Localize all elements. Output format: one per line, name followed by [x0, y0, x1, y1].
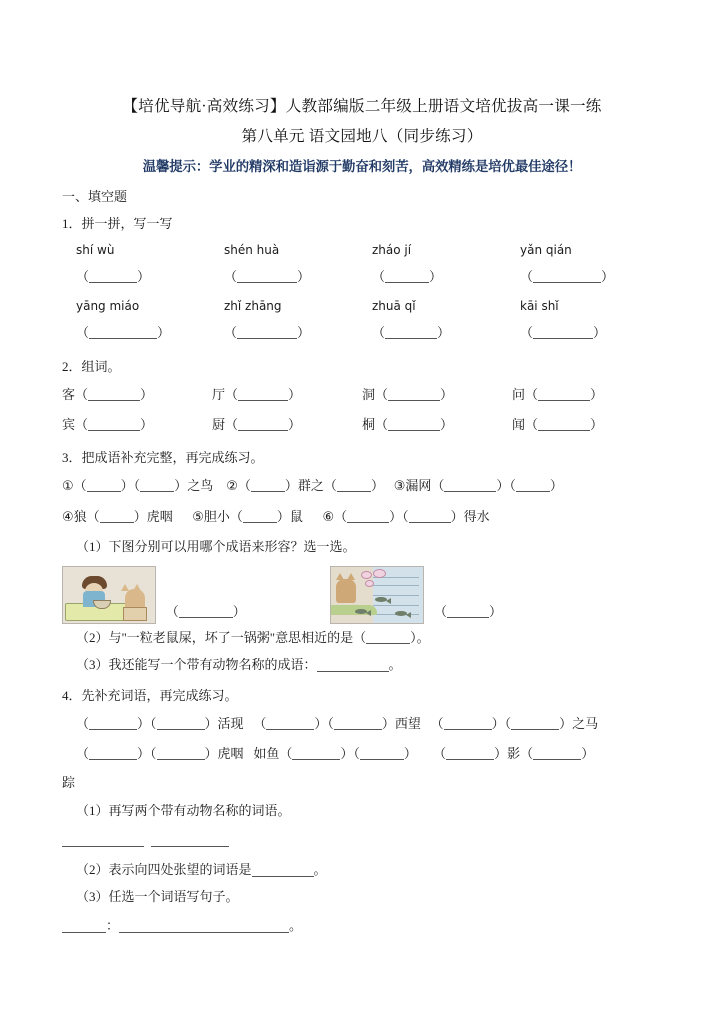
word-tail: 西望: [394, 716, 421, 731]
word-tail: 活现: [217, 716, 244, 731]
idiom-item[interactable]: ④狼（ ）虎咽: [62, 509, 173, 524]
question-4-label: 4．先补充词语，再完成练习。: [62, 688, 238, 703]
word-tail: 之马: [572, 716, 599, 731]
illustration-1-answer[interactable]: （ ）: [159, 604, 246, 619]
item-number: ②: [226, 479, 238, 494]
water-line: [369, 605, 419, 606]
q4-word-item[interactable]: （ ）（ ）虎咽: [76, 746, 244, 761]
question-2-label: 2．组词。: [62, 359, 121, 374]
write-blank[interactable]: [237, 270, 297, 283]
word-tail: 虎咽: [217, 746, 244, 761]
write-blank[interactable]: [237, 326, 297, 339]
idiom-pre: 狼: [73, 509, 87, 524]
sub-2-text-post: ）。: [410, 630, 430, 645]
pinyin-cell: zhuā qǐ: [372, 299, 416, 313]
answer-paren-row-2: [62, 319, 662, 349]
q4-word-item[interactable]: （ ）（ ）西望: [253, 716, 421, 731]
idiom-tail: 得水: [463, 509, 490, 524]
pinyin-cell: shí wù: [76, 243, 115, 257]
chair-shape: [123, 607, 147, 621]
write-blank[interactable]: [388, 388, 440, 401]
write-blank[interactable]: [533, 747, 581, 760]
word-pre: 如鱼: [253, 746, 280, 761]
question-3-sub-2: [62, 624, 662, 651]
word-build-row-1: [62, 380, 662, 410]
q4-word-item[interactable]: （ ）（ ）活现: [76, 716, 244, 731]
write-blank[interactable]: [366, 631, 410, 644]
answer-paren-row-1: [62, 263, 662, 293]
word-build-char: 桐: [362, 417, 376, 432]
q4-word-item[interactable]: 如鱼（ ）（ ）: [253, 746, 417, 761]
word-build-char: 厨: [212, 417, 226, 432]
idiom-tail: 鼠: [289, 509, 303, 524]
word-build-cell[interactable]: 问（ ）: [512, 387, 604, 402]
section-heading-fill-in-blank: 一、填空题: [62, 189, 128, 204]
pinyin-cell: zhǐ zhāng: [224, 299, 282, 313]
write-blank[interactable]: [100, 510, 134, 523]
idiom-tail: 虎咽: [146, 509, 173, 524]
question-3-sub-1: （1）下图分别可以用哪个成语来形容？选一选。: [76, 539, 356, 554]
write-blank[interactable]: [444, 479, 496, 492]
water-line: [365, 577, 419, 578]
word-mid: 影: [507, 746, 521, 761]
write-blank[interactable]: [385, 270, 429, 283]
write-blank[interactable]: [511, 717, 559, 730]
word-build-cell[interactable]: 厅（ ）: [212, 387, 302, 402]
write-blank[interactable]: [179, 605, 233, 618]
write-blank[interactable]: [89, 270, 137, 283]
write-blank[interactable]: [157, 717, 205, 730]
word-build-char: 洞: [362, 387, 376, 402]
question-4-sub-1: （1）再写两个带有动物名称的词语。: [76, 803, 291, 818]
sub-2-text-pre: （2）表示向四处张望的词语是: [76, 862, 252, 877]
q4-word-row-3-tail: 踪: [62, 775, 76, 790]
word-build-cell[interactable]: 宾（ ）: [62, 417, 154, 432]
answer-blank-cell[interactable]: （ ）: [224, 326, 311, 341]
write-blank[interactable]: [538, 388, 590, 401]
question-4-sub-3: （3）任选一个词语写句子。: [76, 889, 239, 904]
write-blank[interactable]: [317, 658, 389, 672]
answer-blank-cell[interactable]: （ ）: [520, 270, 615, 285]
write-blank[interactable]: [447, 605, 489, 618]
idiom-item[interactable]: ③漏网（ ）（ ）: [394, 478, 563, 493]
item-number: ③: [393, 479, 406, 494]
write-blank[interactable]: [140, 479, 174, 492]
write-blank[interactable]: [87, 479, 121, 492]
write-blank[interactable]: [252, 863, 314, 877]
idiom-row-1: [62, 471, 662, 502]
question-1-label: 1．拼一拼，写一写: [62, 216, 173, 231]
write-blank[interactable]: [446, 747, 494, 760]
word-build-row-2: [62, 410, 662, 440]
write-blank[interactable]: [538, 418, 590, 431]
word-build-cell[interactable]: 桐（ ）: [362, 417, 454, 432]
idiom-item[interactable]: ⑥（ ）（ ）得水: [322, 509, 489, 524]
word-build-char: 问: [512, 387, 526, 402]
write-blank[interactable]: [157, 747, 205, 760]
pinyin-cell: yǎn qián: [520, 243, 572, 257]
pinyin-cell: shén huà: [224, 243, 280, 257]
pinyin-cell: kāi shǐ: [520, 299, 559, 313]
write-blank[interactable]: [337, 479, 371, 492]
q4-word-item[interactable]: （ ）（ ）之马: [430, 716, 599, 731]
write-blank[interactable]: [385, 326, 437, 339]
word-build-char: 闻: [512, 417, 526, 432]
pinyin-cell: zháo jí: [372, 243, 412, 257]
write-blank[interactable]: [89, 326, 157, 339]
illustration-2-answer[interactable]: （ ）: [427, 604, 503, 619]
write-blank[interactable]: [533, 326, 593, 339]
answer-blank-cell[interactable]: （ ）: [520, 326, 607, 341]
period-mark: 。: [289, 918, 303, 933]
fish-tail-shape: [406, 612, 411, 618]
write-blank[interactable]: [347, 510, 389, 523]
question-3-sub-3: [62, 651, 662, 678]
write-blank[interactable]: [334, 717, 382, 730]
word-build-char: 客: [62, 387, 76, 402]
item-number: ①: [62, 479, 74, 494]
question-3-label: 3．把成语补充完整，再完成练习。: [62, 450, 264, 465]
water-line: [371, 585, 419, 586]
write-blank[interactable]: [88, 388, 140, 401]
write-blank[interactable]: [251, 479, 285, 492]
pinyin-row-2: [62, 293, 662, 319]
write-blank[interactable]: [243, 510, 277, 523]
word-build-char: 厅: [212, 387, 226, 402]
idiom-item[interactable]: ①（ ）（ ）之鸟: [62, 478, 213, 493]
illustration-row: [62, 566, 662, 624]
write-blank[interactable]: [89, 747, 137, 760]
write-blank[interactable]: [266, 717, 314, 730]
sub-3-text-post: 。: [388, 657, 402, 672]
idiom-pre: 漏网: [405, 478, 432, 493]
write-blank[interactable]: [119, 919, 289, 933]
word-build-cell[interactable]: 闻（ ）: [512, 417, 604, 432]
answer-blank-cell[interactable]: （ ）: [224, 270, 311, 285]
answer-blank-cell[interactable]: （ ）: [372, 326, 451, 341]
cat-shape: [336, 579, 356, 603]
write-blank[interactable]: [62, 919, 106, 933]
idiom-tail: 之鸟: [187, 478, 214, 493]
question-4-sub-2: [62, 856, 662, 883]
answer-blank-cell[interactable]: （ ）: [76, 270, 151, 285]
item-number: ⑤: [192, 510, 204, 525]
word-build-char: 宾: [62, 417, 76, 432]
pinyin-row-1: [62, 237, 662, 263]
write-blank[interactable]: [89, 717, 137, 730]
answer-blank-cell[interactable]: （ ）: [76, 326, 171, 341]
sub-3-text-pre: （3）我还能写一个带有动物名称的成语：: [76, 657, 317, 672]
illustration-image-eating-wolfing: [62, 566, 156, 624]
write-blank[interactable]: [388, 418, 440, 431]
write-blank[interactable]: [62, 833, 144, 847]
sub-2-text-post: 。: [313, 862, 327, 877]
answer-blank-cell[interactable]: （ ）: [372, 270, 443, 285]
question-4-sub-1-blanks: [62, 824, 662, 856]
write-blank[interactable]: [409, 510, 451, 523]
word-build-cell[interactable]: 洞（ ）: [362, 387, 454, 402]
write-blank[interactable]: [360, 747, 404, 760]
worksheet-content: [62, 92, 662, 942]
idiom-row-2: [62, 502, 662, 533]
item-number: ⑥: [322, 510, 335, 525]
write-blank[interactable]: [238, 388, 288, 401]
illustration-image-cat-fish-water: [330, 566, 424, 624]
write-blank[interactable]: [292, 747, 340, 760]
idiom-mid: 群之: [297, 478, 324, 493]
q4-word-item[interactable]: （ ）影（ ）: [433, 746, 595, 761]
q4-word-row-1: [62, 709, 662, 739]
pinyin-cell: yāng miáo: [76, 299, 140, 313]
fish-tail-shape: [386, 598, 391, 604]
document-title-line2: 第八单元 语文园地八（同步练习）: [241, 128, 483, 145]
q4-word-row-2: [62, 739, 662, 769]
idiom-item[interactable]: ⑤胆小（ ）鼠: [192, 509, 303, 524]
word-build-cell[interactable]: 客（ ）: [62, 387, 154, 402]
write-blank[interactable]: [88, 418, 140, 431]
idiom-pre: 胆小: [203, 509, 230, 524]
item-number: ④: [62, 510, 74, 525]
write-blank[interactable]: [444, 717, 492, 730]
write-blank[interactable]: [533, 270, 601, 283]
warm-tip: 温馨提示：学业的精深和造诣源于勤奋和刻苦，高效精练是培优最佳途径！: [142, 159, 582, 174]
word-build-cell[interactable]: 厨（ ）: [212, 417, 302, 432]
write-blank[interactable]: [238, 418, 288, 431]
write-blank[interactable]: [151, 833, 229, 847]
idiom-item[interactable]: ②（ ）群之（ ）: [226, 478, 384, 493]
question-4-sub-3-blanks: [62, 910, 662, 942]
sub-2-text-pre: （2）与"一粒老鼠屎，坏了一锅粥"意思相近的是（: [76, 630, 367, 645]
colon-separator: ：: [106, 918, 120, 933]
write-blank[interactable]: [516, 479, 550, 492]
document-title-line1: 【培优导航·高效练习】人教部编版二年级上册语文培优拔高一课一练: [122, 98, 602, 115]
fish-tail-shape: [366, 610, 371, 616]
